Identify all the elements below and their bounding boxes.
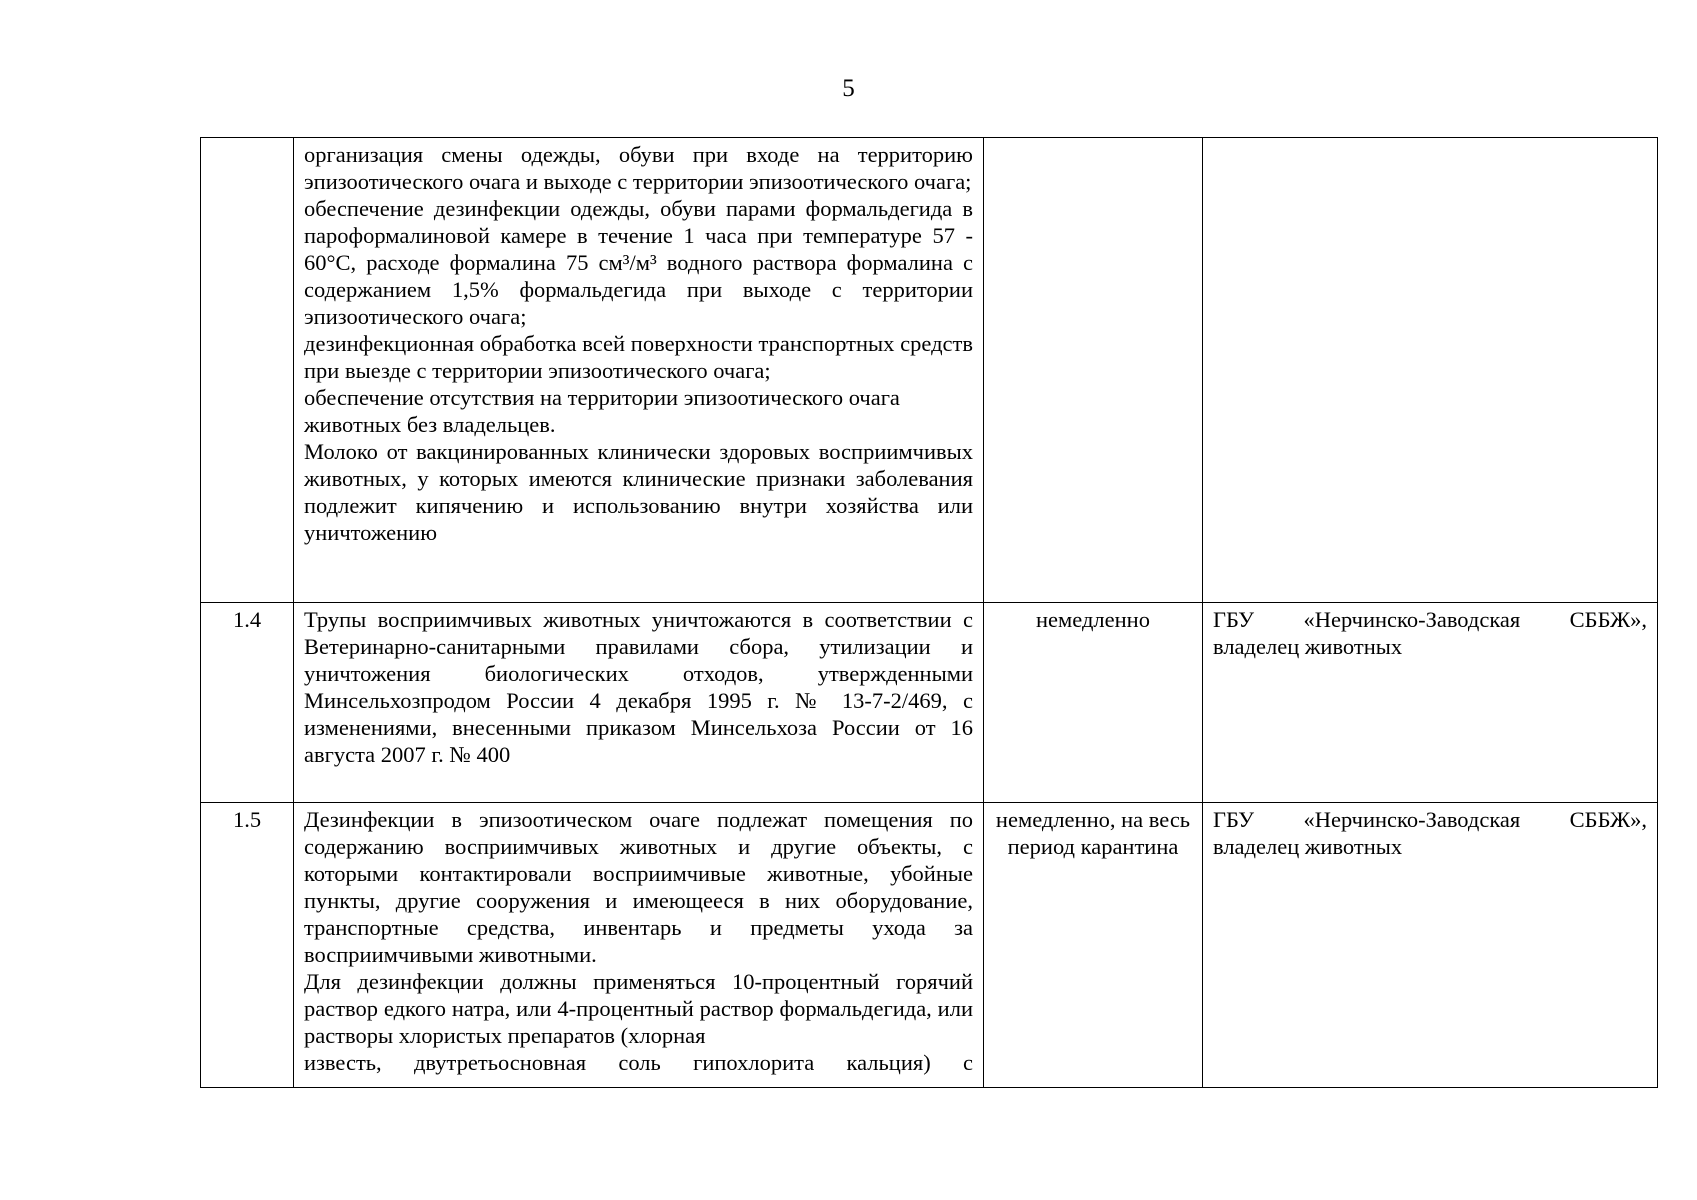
page-number: 5 bbox=[842, 75, 855, 102]
paragraph: обеспечение отсутствия на территории эпизоотического очага животных без владельцев. bbox=[304, 385, 900, 437]
row-number-cell: 1.5 bbox=[201, 803, 294, 1088]
measure-description-cell bbox=[294, 603, 984, 803]
table-row bbox=[201, 138, 1658, 603]
paragraph: Трупы восприимчивых животных уничтожаются в соответствии с Ветеринарно-санитарными правилами сбора, утилизации и уничтожения биологических отходов, утвержденными Минсельхозпродом России 4 декабря 1995 г. № 13-7-2/469, с изменениями, внесенными приказом Минсельхоза России от 16 августа 2007 г. № 400 bbox=[304, 607, 973, 767]
measure-description-cell bbox=[294, 138, 984, 603]
paragraph: Молоко от вакцинированных клинически здоровых восприимчивых животных, у которых имеются клинические признаки заболевания подлежит кипячению и использованию внутри хозяйства или уничтожению bbox=[304, 439, 973, 545]
responsible-cell: ГБУ «Нерчинско-Заводская СББЖ», владелец животных bbox=[1203, 803, 1658, 1088]
term-cell: немедленно, на весь период карантина bbox=[984, 803, 1203, 1088]
responsible-cell: ГБУ «Нерчинско-Заводская СББЖ», владелец животных bbox=[1203, 603, 1658, 803]
table-row bbox=[201, 603, 1658, 803]
paragraph: организация смены одежды, обуви при входе на территорию эпизоотического очага и выходе с территории эпизоотического очага; bbox=[304, 142, 973, 194]
responsible-cell bbox=[1203, 138, 1658, 603]
paragraph: известь, двутретьосновная соль гипохлорита кальция) с bbox=[304, 1050, 973, 1075]
term-cell bbox=[984, 138, 1203, 603]
measures-table bbox=[200, 137, 1658, 1088]
row-number-cell: 1.4 bbox=[201, 603, 294, 803]
paragraph: дезинфекционная обработка всей поверхности транспортных средств при выезде с территории эпизоотического очага; bbox=[304, 331, 973, 383]
paragraph: обеспечение дезинфекции одежды, обуви парами формальдегида в пароформалиновой камере в течение 1 часа при температуре 57 - 60°С, расходе формалина 75 см³/м³ водного раствора формалина с содержанием 1,5% формальдегида при выходе с территории эпизоотического очага; bbox=[304, 196, 973, 329]
term-cell: немедленно bbox=[984, 603, 1203, 803]
table-row bbox=[201, 803, 1658, 1088]
row-number-cell bbox=[201, 138, 294, 603]
paragraph: Дезинфекции в эпизоотическом очаге подлежат помещения по содержанию восприимчивых животных и другие объекты, с которыми контактировали восприимчивые животные, убойные пункты, другие сооружения и имеющееся в них оборудование, транспортные средства, инвентарь и предметы ухода за восприимчивыми животными. bbox=[304, 807, 973, 967]
paragraph: Для дезинфекции должны применяться 10-процентный горячий раствор едкого натра, или 4-процентный раствор формальдегида, или растворы хлористых препаратов (хлорная bbox=[304, 969, 973, 1048]
measure-description-cell bbox=[294, 803, 984, 1088]
